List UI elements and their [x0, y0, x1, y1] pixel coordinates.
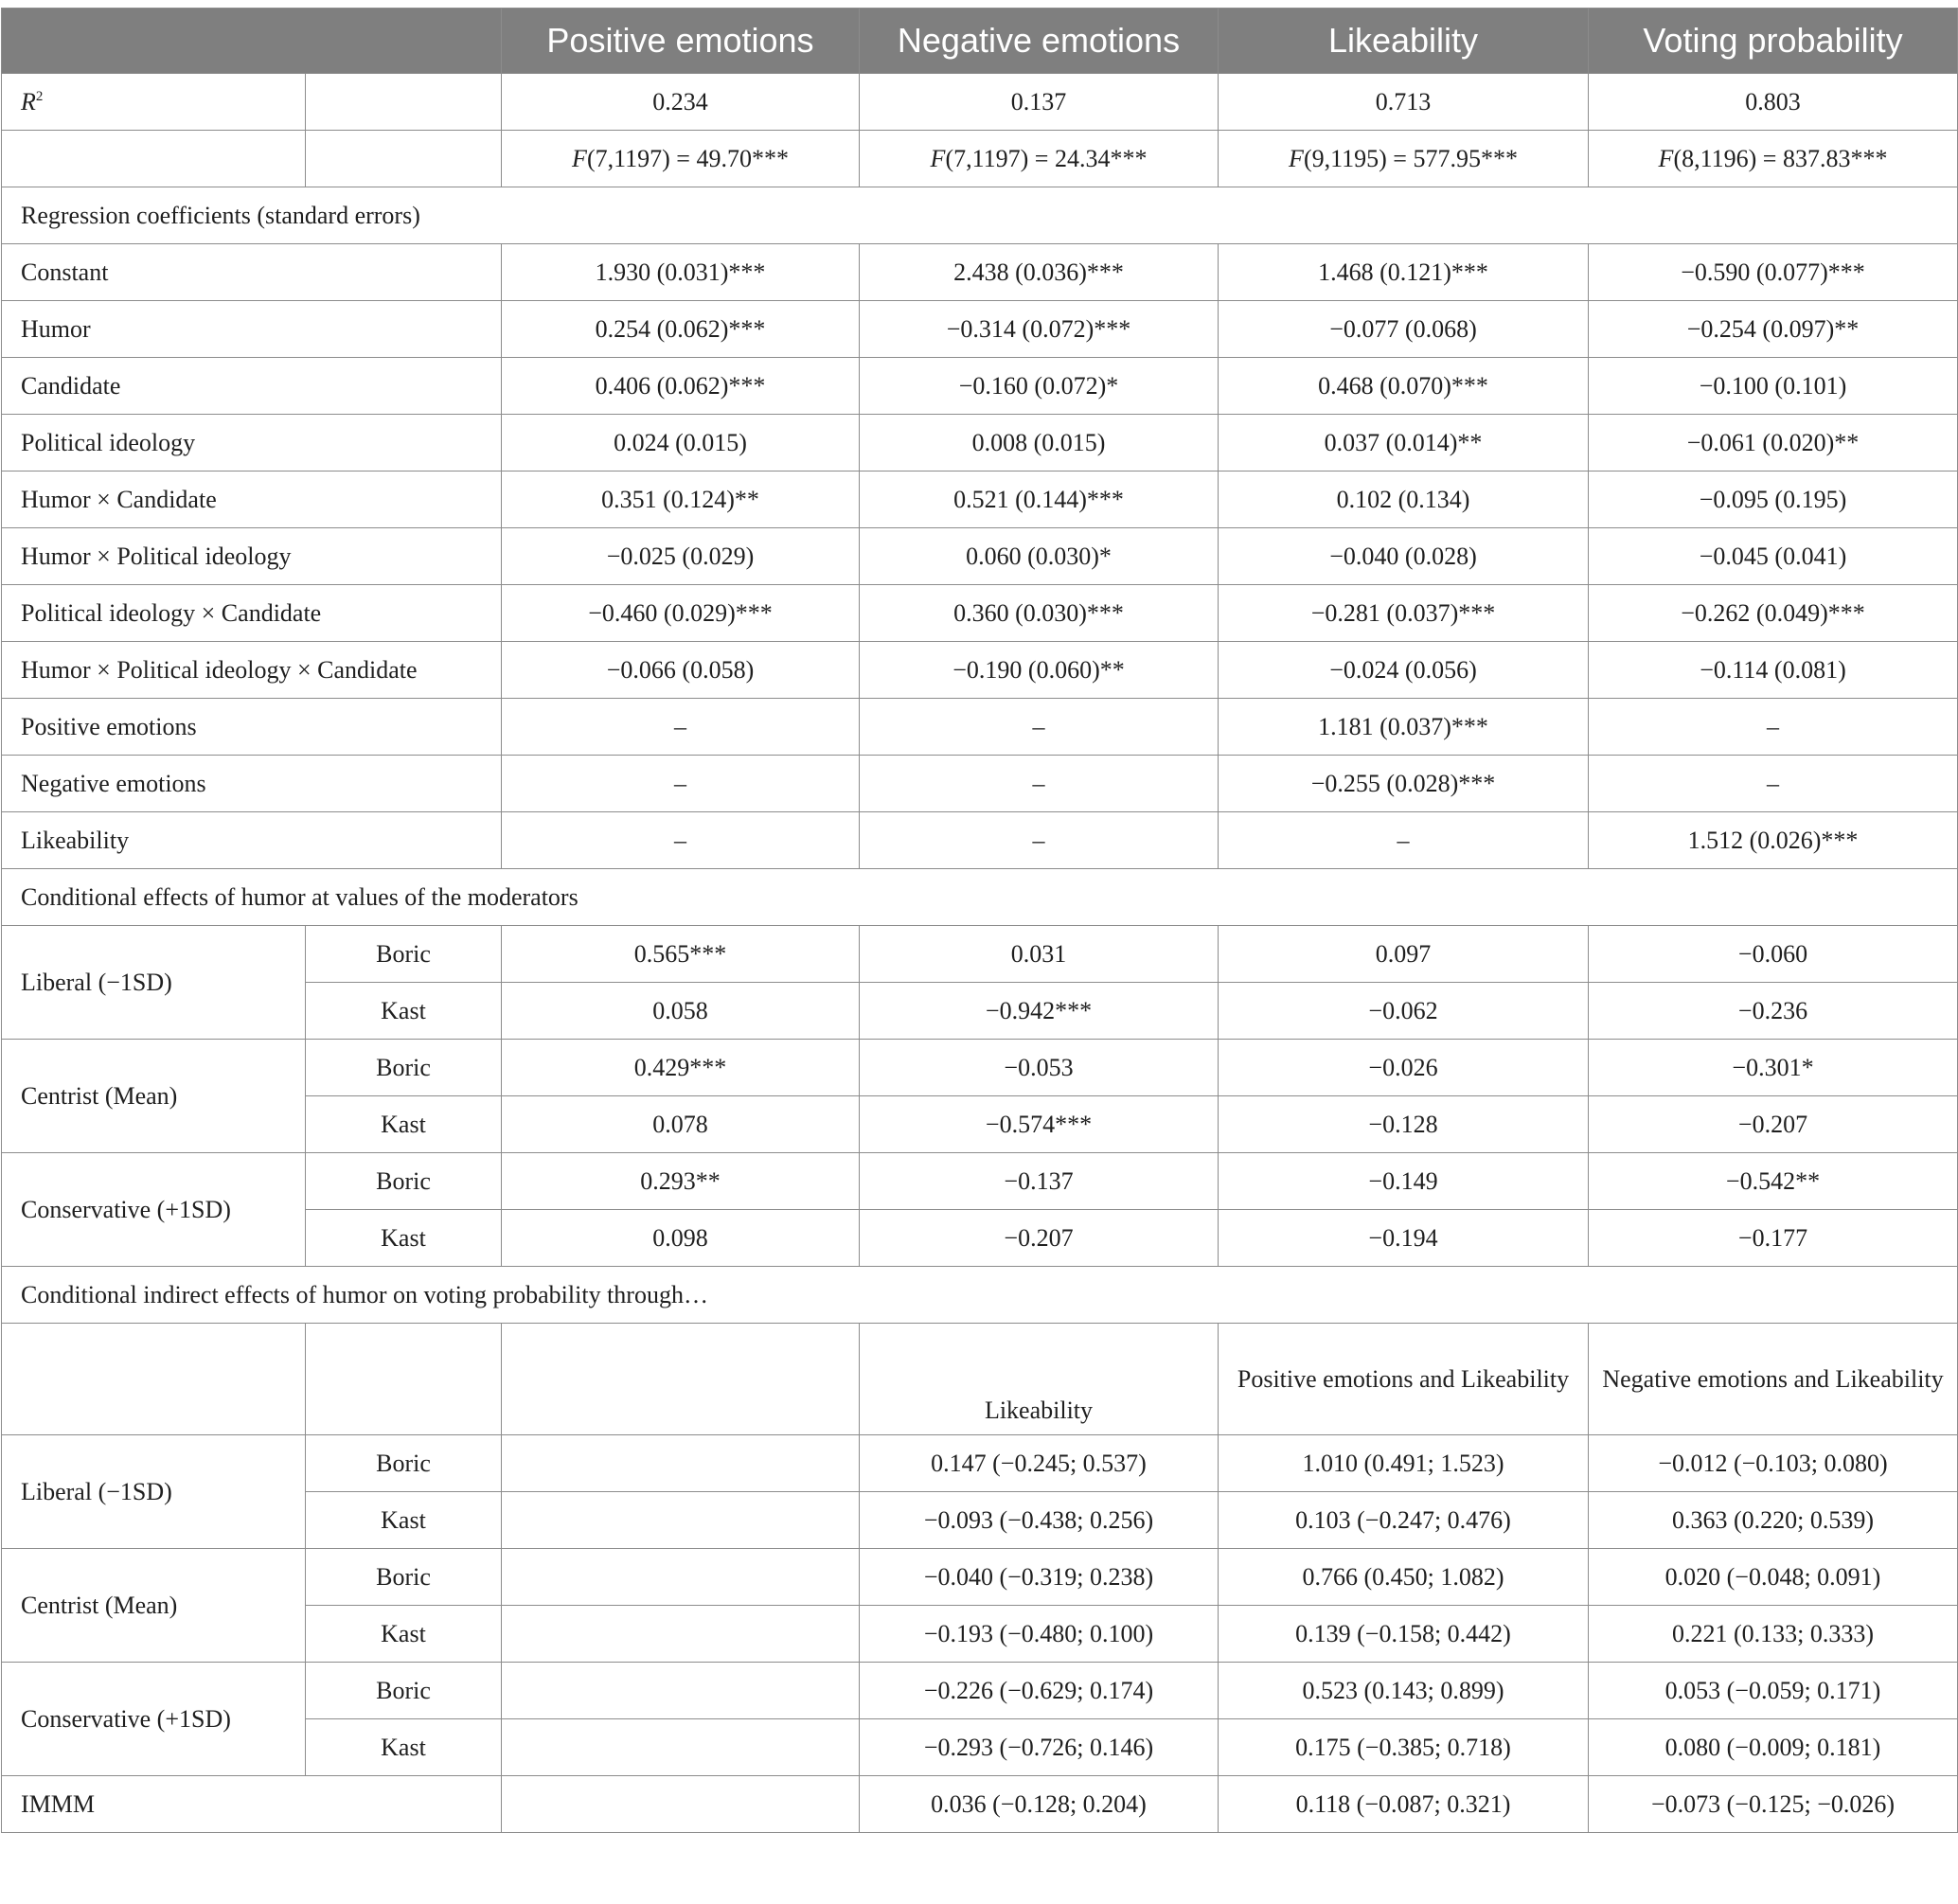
coefficient-value: −0.095 (0.195) [1589, 472, 1958, 528]
immm-row [2, 1776, 1958, 1833]
coefficient-label: Humor × Candidate [2, 472, 502, 528]
conditional-effect-value: −0.207 [1589, 1096, 1958, 1153]
f-statistic-value: F(7,1197) = 49.70*** [502, 131, 860, 187]
f-statistic-row [2, 131, 1958, 187]
conditional-effect-value: −0.574*** [860, 1096, 1219, 1153]
conditional-effect-row [2, 926, 1958, 983]
header-row [2, 9, 1958, 74]
coefficient-value: 1.181 (0.037)*** [1219, 699, 1589, 756]
section-row [2, 1267, 1958, 1324]
coefficient-value: −0.066 (0.058) [502, 642, 860, 699]
coefficient-value: 1.468 (0.121)*** [1219, 244, 1589, 301]
empty-cell [502, 1492, 860, 1549]
conditional-effect-value: −0.301* [1589, 1040, 1958, 1096]
coefficient-value: −0.114 (0.081) [1589, 642, 1958, 699]
r-squared-value: 0.137 [860, 74, 1219, 131]
coefficient-value: – [860, 756, 1219, 812]
coefficient-row [2, 472, 1958, 528]
coefficient-row [2, 642, 1958, 699]
coefficient-value: −0.100 (0.101) [1589, 358, 1958, 415]
coefficient-row [2, 812, 1958, 869]
conditional-effect-value: 0.078 [502, 1096, 860, 1153]
coefficient-row [2, 585, 1958, 642]
ideology-group-label: Liberal (−1SD) [2, 926, 306, 1040]
conditional-effect-value: −0.060 [1589, 926, 1958, 983]
indirect-header-negative-likeability: Negative emotions and Likeability [1589, 1324, 1958, 1435]
coefficients-body [2, 244, 1958, 869]
conditional-effect-value: 0.293** [502, 1153, 860, 1210]
indirect-header-row [2, 1324, 1958, 1435]
coefficient-value: – [502, 812, 860, 869]
conditional-effect-value: −0.942*** [860, 983, 1219, 1040]
coefficient-value: −0.160 (0.072)* [860, 358, 1219, 415]
coefficient-value: 0.360 (0.030)*** [860, 585, 1219, 642]
coefficient-row [2, 301, 1958, 358]
indirect-effect-value: 0.766 (0.450; 1.082) [1219, 1549, 1589, 1606]
indirect-effect-value: −0.093 (−0.438; 0.256) [860, 1492, 1219, 1549]
empty-cell [502, 1606, 860, 1663]
conditional-effect-value: 0.031 [860, 926, 1219, 983]
indirect-effect-value: 0.103 (−0.247; 0.476) [1219, 1492, 1589, 1549]
immm-value: 0.118 (−0.087; 0.321) [1219, 1776, 1589, 1833]
empty-cell [502, 1663, 860, 1719]
coefficient-row [2, 415, 1958, 472]
coefficient-label: Candidate [2, 358, 502, 415]
coefficient-value: 0.008 (0.015) [860, 415, 1219, 472]
coefficient-label: Humor [2, 301, 502, 358]
indirect-header-positive-likeability: Positive emotions and Likeability [1219, 1324, 1589, 1435]
candidate-label: Kast [306, 1492, 502, 1549]
coefficient-value: 0.351 (0.124)** [502, 472, 860, 528]
conditional-effect-value: −0.149 [1219, 1153, 1589, 1210]
ideology-group-label: Conservative (+1SD) [2, 1663, 306, 1776]
conditional-effect-value: −0.194 [1219, 1210, 1589, 1267]
conditional-effect-value: −0.207 [860, 1210, 1219, 1267]
conditional-effect-value: −0.236 [1589, 983, 1958, 1040]
indirect-effect-value: 0.147 (−0.245; 0.537) [860, 1435, 1219, 1492]
coefficient-value: – [1219, 812, 1589, 869]
indirect-effect-value: 0.175 (−0.385; 0.718) [1219, 1719, 1589, 1776]
r-squared-value: 0.803 [1589, 74, 1958, 131]
empty-cell [2, 131, 306, 187]
candidate-label: Kast [306, 1210, 502, 1267]
coefficient-label: Political ideology × Candidate [2, 585, 502, 642]
section-conditional-title: Conditional effects of humor at values of the moderators [2, 869, 1958, 926]
indirect-effect-value: −0.293 (−0.726; 0.146) [860, 1719, 1219, 1776]
header-negative-emotions: Negative emotions [860, 9, 1219, 74]
coefficient-value: −0.262 (0.049)*** [1589, 585, 1958, 642]
conditional-effect-value: −0.542** [1589, 1153, 1958, 1210]
indirect-effect-value: 1.010 (0.491; 1.523) [1219, 1435, 1589, 1492]
f-statistic-value: F(7,1197) = 24.34*** [860, 131, 1219, 187]
coefficient-value: −0.281 (0.037)*** [1219, 585, 1589, 642]
empty-cell [502, 1776, 860, 1833]
r-squared-row [2, 74, 1958, 131]
indirect-effect-row [2, 1663, 1958, 1719]
coefficient-value: 0.406 (0.062)*** [502, 358, 860, 415]
empty-cell [502, 1719, 860, 1776]
indirect-effect-value: 0.221 (0.133; 0.333) [1589, 1606, 1958, 1663]
coefficient-value: – [1589, 699, 1958, 756]
header-positive-emotions: Positive emotions [502, 9, 860, 74]
candidate-label: Boric [306, 1153, 502, 1210]
coefficient-value: −0.254 (0.097)** [1589, 301, 1958, 358]
indirect-header-likeability: Likeability [860, 1324, 1219, 1435]
conditional-effect-value: −0.137 [860, 1153, 1219, 1210]
candidate-label: Kast [306, 1096, 502, 1153]
empty-cell [502, 1435, 860, 1492]
coefficient-value: 0.024 (0.015) [502, 415, 860, 472]
candidate-label: Kast [306, 1606, 502, 1663]
immm-value: 0.036 (−0.128; 0.204) [860, 1776, 1219, 1833]
coefficient-value: −0.255 (0.028)*** [1219, 756, 1589, 812]
indirect-effect-value: 0.020 (−0.048; 0.091) [1589, 1549, 1958, 1606]
r-squared-label: $R^2$ [2, 74, 306, 131]
candidate-label: Boric [306, 926, 502, 983]
conditional-effect-value: −0.128 [1219, 1096, 1589, 1153]
coefficient-value: 1.930 (0.031)*** [502, 244, 860, 301]
candidate-label: Boric [306, 1435, 502, 1492]
immm-label: IMMM [2, 1776, 502, 1833]
coefficient-value: – [860, 699, 1219, 756]
coefficient-value: −0.190 (0.060)** [860, 642, 1219, 699]
coefficient-value: 0.254 (0.062)*** [502, 301, 860, 358]
indirect-effect-value: 0.080 (−0.009; 0.181) [1589, 1719, 1958, 1776]
indirect-effects-body [2, 1435, 1958, 1776]
indirect-effect-value: −0.193 (−0.480; 0.100) [860, 1606, 1219, 1663]
indirect-effect-row [2, 1549, 1958, 1606]
section-row [2, 187, 1958, 244]
coefficient-value: – [1589, 756, 1958, 812]
conditional-effect-row [2, 1040, 1958, 1096]
coefficient-value: – [502, 699, 860, 756]
coefficient-value: – [502, 756, 860, 812]
empty-cell [306, 74, 502, 131]
coefficient-value: −0.314 (0.072)*** [860, 301, 1219, 358]
indirect-effect-value: −0.226 (−0.629; 0.174) [860, 1663, 1219, 1719]
candidate-label: Boric [306, 1040, 502, 1096]
coefficient-label: Positive emotions [2, 699, 502, 756]
section-indirect-title: Conditional indirect effects of humor on voting probability through… [2, 1267, 1958, 1324]
coefficient-value: 0.102 (0.134) [1219, 472, 1589, 528]
indirect-effect-value: 0.139 (−0.158; 0.442) [1219, 1606, 1589, 1663]
conditional-effect-value: 0.097 [1219, 926, 1589, 983]
coefficient-value: −0.045 (0.041) [1589, 528, 1958, 585]
conditional-effect-value: 0.429*** [502, 1040, 860, 1096]
indirect-effect-value: 0.523 (0.143; 0.899) [1219, 1663, 1589, 1719]
coefficient-label: Humor × Political ideology [2, 528, 502, 585]
coefficient-value: 0.521 (0.144)*** [860, 472, 1219, 528]
ideology-group-label: Liberal (−1SD) [2, 1435, 306, 1549]
coefficient-row [2, 699, 1958, 756]
header-blank-cell [2, 9, 502, 74]
empty-cell [306, 131, 502, 187]
f-statistic-value: F(9,1195) = 577.95*** [1219, 131, 1589, 187]
ideology-group-label: Centrist (Mean) [2, 1040, 306, 1153]
coefficient-label: Likeability [2, 812, 502, 869]
candidate-label: Boric [306, 1549, 502, 1606]
header-likeability: Likeability [1219, 9, 1589, 74]
empty-cell [502, 1549, 860, 1606]
coefficient-row [2, 244, 1958, 301]
coefficient-label: Humor × Political ideology × Candidate [2, 642, 502, 699]
coefficient-value: −0.460 (0.029)*** [502, 585, 860, 642]
immm-value: −0.073 (−0.125; −0.026) [1589, 1776, 1958, 1833]
section-row [2, 869, 1958, 926]
coefficient-value: 0.037 (0.014)** [1219, 415, 1589, 472]
indirect-effect-value: −0.040 (−0.319; 0.238) [860, 1549, 1219, 1606]
indirect-effect-row [2, 1435, 1958, 1492]
empty-cell [306, 1324, 502, 1435]
candidate-label: Kast [306, 1719, 502, 1776]
conditional-effect-value: −0.053 [860, 1040, 1219, 1096]
conditional-effect-row [2, 1153, 1958, 1210]
indirect-effect-value: 0.363 (0.220; 0.539) [1589, 1492, 1958, 1549]
coefficient-value: −0.590 (0.077)*** [1589, 244, 1958, 301]
coefficient-label: Constant [2, 244, 502, 301]
candidate-label: Boric [306, 1663, 502, 1719]
candidate-label: Kast [306, 983, 502, 1040]
r-squared-value: 0.234 [502, 74, 860, 131]
coefficient-label: Negative emotions [2, 756, 502, 812]
conditional-effect-value: 0.565*** [502, 926, 860, 983]
coefficient-value: −0.025 (0.029) [502, 528, 860, 585]
indirect-effect-value: −0.012 (−0.103; 0.080) [1589, 1435, 1958, 1492]
coefficient-value: −0.040 (0.028) [1219, 528, 1589, 585]
coefficient-value: 0.468 (0.070)*** [1219, 358, 1589, 415]
coefficient-value: 0.060 (0.030)* [860, 528, 1219, 585]
coefficient-value: 2.438 (0.036)*** [860, 244, 1219, 301]
conditional-effect-value: −0.062 [1219, 983, 1589, 1040]
indirect-effect-value: 0.053 (−0.059; 0.171) [1589, 1663, 1958, 1719]
coefficient-value: 1.512 (0.026)*** [1589, 812, 1958, 869]
regression-results-table [1, 8, 1958, 1833]
coefficient-row [2, 358, 1958, 415]
conditional-effect-value: −0.026 [1219, 1040, 1589, 1096]
coefficient-label: Political ideology [2, 415, 502, 472]
conditional-effect-value: −0.177 [1589, 1210, 1958, 1267]
header-voting-probability: Voting probability [1589, 9, 1958, 74]
conditional-effects-body [2, 926, 1958, 1267]
coefficient-row [2, 528, 1958, 585]
section-regression-title: Regression coefficients (standard errors) [2, 187, 1958, 244]
ideology-group-label: Conservative (+1SD) [2, 1153, 306, 1267]
coefficient-value: −0.024 (0.056) [1219, 642, 1589, 699]
conditional-effect-value: 0.058 [502, 983, 860, 1040]
conditional-effect-value: 0.098 [502, 1210, 860, 1267]
ideology-group-label: Centrist (Mean) [2, 1549, 306, 1663]
empty-cell [502, 1324, 860, 1435]
f-statistic-value: F(8,1196) = 837.83*** [1589, 131, 1958, 187]
empty-cell [2, 1324, 306, 1435]
coefficient-value: – [860, 812, 1219, 869]
coefficient-row [2, 756, 1958, 812]
coefficient-value: −0.077 (0.068) [1219, 301, 1589, 358]
coefficient-value: −0.061 (0.020)** [1589, 415, 1958, 472]
r-squared-value: 0.713 [1219, 74, 1589, 131]
